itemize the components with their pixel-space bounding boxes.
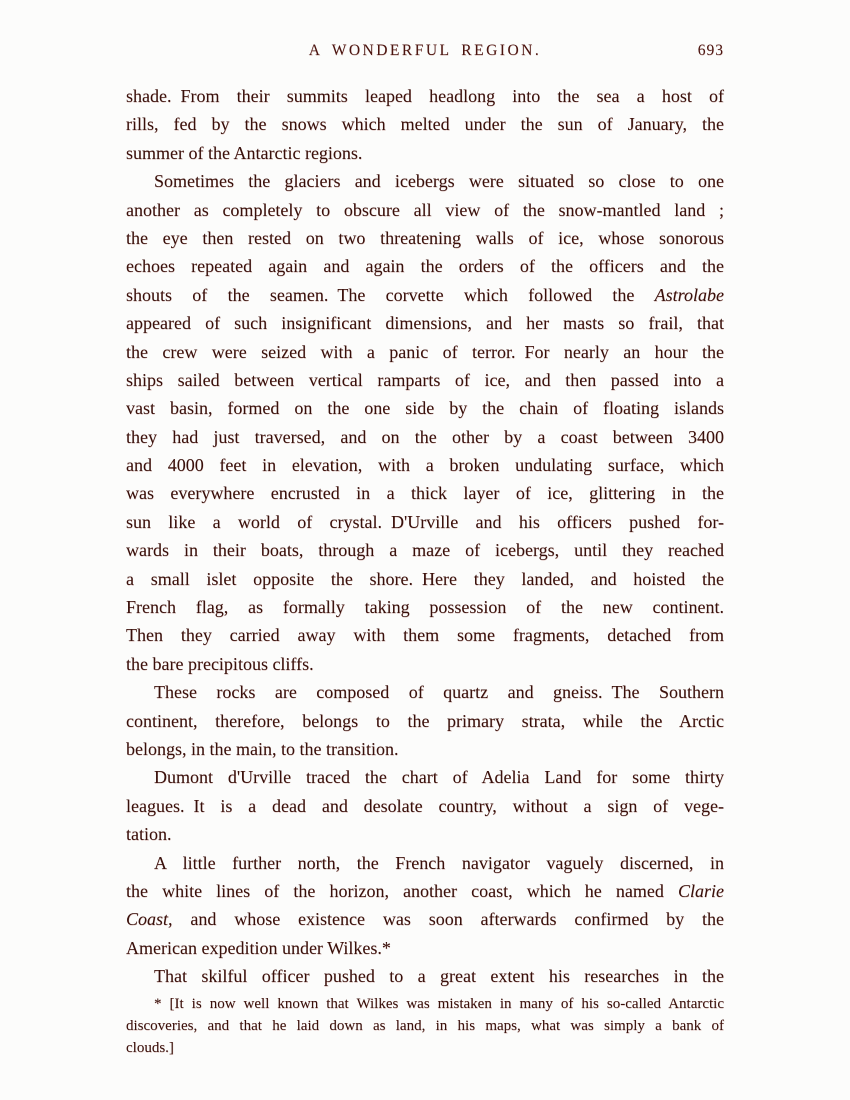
text-line: That skilful officer pushed to a great extent his researches in the bbox=[154, 966, 724, 987]
text-line: another as completely to obscure all view of the snow-mantled land ; bbox=[126, 199, 724, 220]
italic-text: Astrolabe bbox=[654, 284, 724, 305]
text-line: they had just traversed, and on the other by a coast between 3400 bbox=[126, 426, 724, 447]
paragraph bbox=[126, 849, 724, 963]
text-line: American expedition under Wilkes.* bbox=[126, 937, 391, 958]
paragraph bbox=[126, 167, 724, 678]
text-line: the white lines of the horizon, another coast, which he named Clarie bbox=[126, 880, 724, 901]
text-line: clouds.] bbox=[126, 1040, 174, 1056]
italic-text: Clarie bbox=[677, 880, 724, 901]
italic-text: Coast, bbox=[126, 909, 173, 930]
paragraph bbox=[126, 763, 724, 848]
text-line: leagues. It is a dead and desolate country, without a sign of vege- bbox=[126, 795, 724, 816]
text-line: discoveries, and that he laid down as land, in his maps, what was simply a bank of bbox=[126, 1018, 724, 1034]
text-line: summer of the Antarctic regions. bbox=[126, 142, 363, 163]
text-line: ships sailed between vertical ramparts of ice, and then passed into a bbox=[126, 369, 724, 390]
text-line: vast basin, formed on the one side by the chain of floating islands bbox=[126, 398, 724, 419]
text-line: the crew were seized with a panic of terror. For nearly an hour the bbox=[126, 341, 724, 362]
text-line: a small islet opposite the shore. Here they landed, and hoisted the bbox=[126, 568, 724, 589]
text-line: Then they carried away with them some fragments, detached from bbox=[126, 625, 724, 646]
text-line: the bare precipitous cliffs. bbox=[126, 653, 314, 674]
text-line: was everywhere encrusted in a thick layer of ice, glittering in the bbox=[126, 483, 724, 504]
text-line: sun like a world of crystal. D'Urville and his officers pushed for- bbox=[126, 511, 724, 532]
text-line: the eye then rested on two threatening walls of ice, whose sonorous bbox=[126, 227, 724, 248]
text-line: Coast, and whose existence was soon afterwards confirmed by the bbox=[126, 909, 724, 930]
paragraph bbox=[126, 678, 724, 763]
text-line: These rocks are composed of quartz and gneiss. The Southern bbox=[154, 682, 724, 703]
text-line: echoes repeated again and again the orders of the officers and the bbox=[126, 256, 724, 277]
text-line: wards in their boats, through a maze of icebergs, until they reached bbox=[126, 540, 724, 561]
paragraph bbox=[126, 962, 724, 990]
page-number: 693 bbox=[697, 42, 724, 59]
text-line: French flag, as formally taking possession of the new continent. bbox=[126, 597, 724, 618]
text-line: belongs, in the main, to the transition. bbox=[126, 738, 399, 759]
text-line: Dumont d'Urville traced the chart of Adelia Land for some thirty bbox=[154, 767, 724, 788]
footnote bbox=[126, 993, 724, 1059]
page-header-title: A WONDERFUL REGION. bbox=[308, 42, 542, 59]
text-line: shade. From their summits leaped headlong into the sea a host of bbox=[126, 86, 724, 106]
text-line: and 4000 feet in elevation, with a broken undulating surface, which bbox=[126, 455, 724, 476]
text-line: appeared of such insignificant dimensions, and her masts so frail, that bbox=[126, 313, 724, 334]
text-line: * [It is now well known that Wilkes was mistaken in many of his so-called Antarctic bbox=[154, 996, 724, 1012]
text-line: continent, therefore, belongs to the primary strata, while the Arctic bbox=[126, 710, 724, 731]
text-line: tation. bbox=[126, 824, 172, 845]
text-line: rills, fed by the snows which melted under the sun of January, the bbox=[126, 114, 724, 135]
running-header bbox=[126, 42, 724, 66]
paragraph bbox=[126, 993, 724, 1059]
body-text bbox=[126, 82, 724, 991]
paragraph bbox=[126, 82, 724, 167]
text-line: A little further north, the French navigator vaguely discerned, in bbox=[154, 852, 724, 873]
text-line: Sometimes the glaciers and icebergs were situated so close to one bbox=[154, 171, 724, 192]
text-line: shouts of the seamen. The corvette which followed the Astrolabe bbox=[126, 284, 724, 305]
